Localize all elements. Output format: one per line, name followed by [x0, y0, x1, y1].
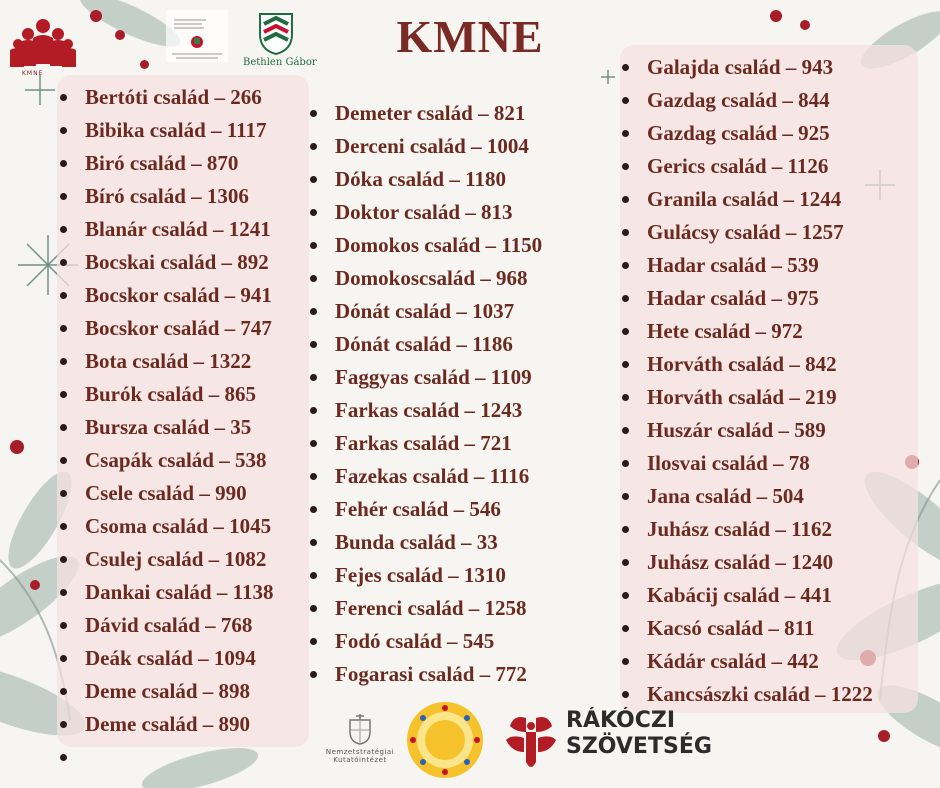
- list-item: Gulácsy család – 1257: [620, 216, 873, 249]
- list-item: Kádár család – 442: [620, 645, 873, 678]
- list-item: Hadar család – 539: [620, 249, 873, 282]
- list-item-empty: [58, 741, 273, 761]
- list-item: Deme család – 890: [58, 708, 273, 741]
- list-item: Domokos család – 1150: [308, 229, 542, 262]
- bethlen-gabor-label: Bethlen Gábor: [243, 57, 317, 68]
- list-item: Bocskor család – 747: [58, 312, 273, 345]
- list-item: Juhász család – 1162: [620, 513, 873, 546]
- festival-badge-icon: [405, 700, 485, 780]
- list-item: Deák család – 1094: [58, 642, 273, 675]
- list-item: Bocskor család – 941: [58, 279, 273, 312]
- list-item: Bertóti család – 266: [58, 81, 273, 114]
- rakoczi-szovetseg-logo-text: [566, 708, 712, 760]
- list-item: Derceni család – 1004: [308, 130, 542, 163]
- list-item: Hete család – 972: [620, 315, 873, 348]
- list-item: Domokoscsalád – 968: [308, 262, 542, 295]
- list-item: Blanár család – 1241: [58, 213, 273, 246]
- list-item: Faggyas család – 1109: [308, 361, 542, 394]
- list-item: Kacsó család – 811: [620, 612, 873, 645]
- list-item: Dónát család – 1037: [308, 295, 542, 328]
- list-item: Jana család – 504: [620, 480, 873, 513]
- list-item: Deme család – 898: [58, 675, 273, 708]
- list-item: Granila család – 1244: [620, 183, 873, 216]
- nski-label: Nemzetstratégiai Kutatóintézet: [325, 748, 395, 764]
- list-item: Dankai család – 1138: [58, 576, 273, 609]
- list-item: Ferenci család – 1258: [308, 592, 542, 625]
- family-list-right: [620, 51, 873, 711]
- list-item: Farkas család – 1243: [308, 394, 542, 427]
- rakoczi-crest-icon: [504, 712, 558, 774]
- list-item: Biró család – 870: [58, 147, 273, 180]
- list-item: Ilosvai család – 78: [620, 447, 873, 480]
- list-item: Bibika család – 1117: [58, 114, 273, 147]
- berry: [30, 580, 40, 590]
- list-item: Gazdag család – 844: [620, 84, 873, 117]
- list-item: Gazdag család – 925: [620, 117, 873, 150]
- page-title: KMNE: [396, 11, 544, 62]
- list-item: Galajda család – 943: [620, 51, 873, 84]
- nski-crest-icon: [345, 712, 375, 746]
- list-item: Bota család – 1322: [58, 345, 273, 378]
- kmne-logo-label: KMNE: [22, 70, 44, 77]
- list-item: Bunda család – 33: [308, 526, 542, 559]
- list-item: Doktor család – 813: [308, 196, 542, 229]
- list-item: Fogarasi család – 772: [308, 658, 542, 691]
- list-item: Horváth család – 842: [620, 348, 873, 381]
- list-item: Dóka család – 1180: [308, 163, 542, 196]
- list-item: Kabácij család – 441: [620, 579, 873, 612]
- family-list-middle: [308, 97, 542, 691]
- list-item: Fejes család – 1310: [308, 559, 542, 592]
- list-item: Huszár család – 589: [620, 414, 873, 447]
- list-item: Farkas család – 721: [308, 427, 542, 460]
- list-item: Csulej család – 1082: [58, 543, 273, 576]
- list-item: Csoma család – 1045: [58, 510, 273, 543]
- list-item: Kancsászki család – 1222: [620, 678, 873, 711]
- list-item: Fehér család – 546: [308, 493, 542, 526]
- list-item: Demeter család – 821: [308, 97, 542, 130]
- berry: [878, 730, 890, 742]
- list-item: Burók család – 865: [58, 378, 273, 411]
- list-item: Csele család – 990: [58, 477, 273, 510]
- list-item: Hadar család – 975: [620, 282, 873, 315]
- list-item: Csapák család – 538: [58, 444, 273, 477]
- list-item: Fodó család – 545: [308, 625, 542, 658]
- list-item: Bocskai család – 892: [58, 246, 273, 279]
- list-item: Bursza család – 35: [58, 411, 273, 444]
- list-item: Bíró család – 1306: [58, 180, 273, 213]
- family-list-left: [58, 81, 273, 761]
- rakoczi-line1: RÁKÓCZI: [566, 708, 676, 733]
- list-item: Juhász család – 1240: [620, 546, 873, 579]
- list-item: Dávid család – 768: [58, 609, 273, 642]
- list-item: Dónát család – 1186: [308, 328, 542, 361]
- list-item: Fazekas család – 1116: [308, 460, 542, 493]
- berry: [10, 440, 24, 454]
- list-item: Gerics család – 1126: [620, 150, 873, 183]
- rakoczi-line2: SZÖVETSÉG: [566, 734, 712, 759]
- list-item: Horváth család – 219: [620, 381, 873, 414]
